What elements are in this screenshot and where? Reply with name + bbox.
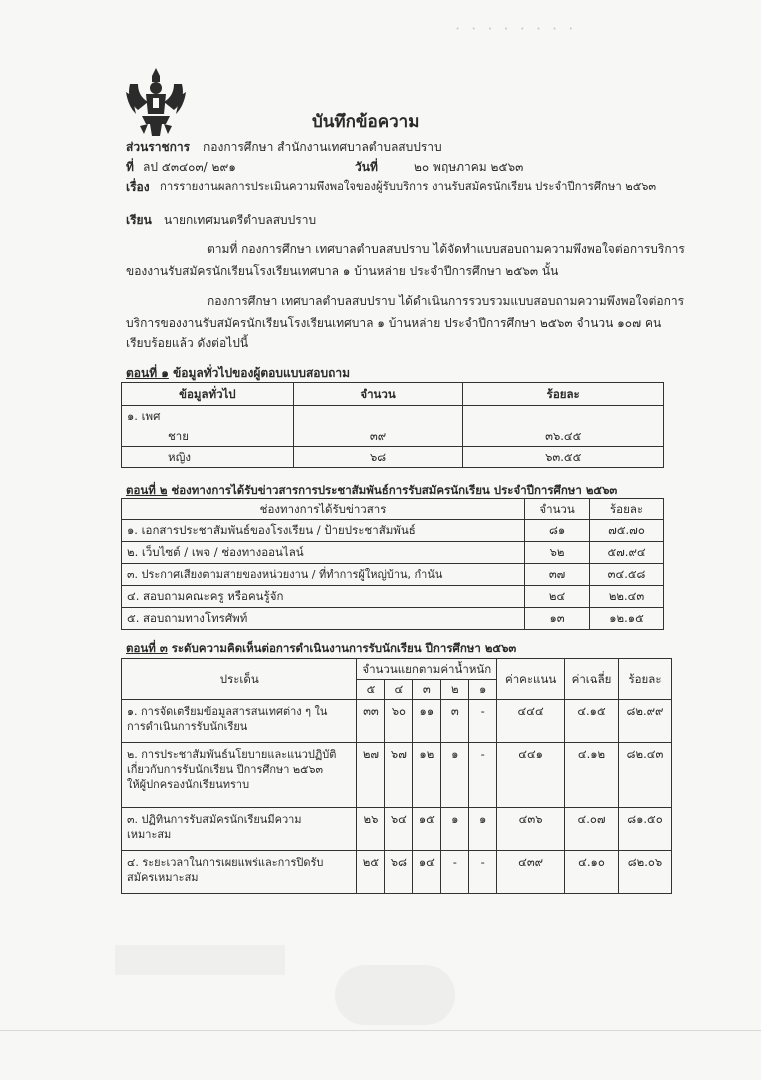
- subject-value: การรายงานผลการประเมินความพึงพอใจของผู้รับบริการ งานรับสมัครนักเรียน ประจำปีการศึกษา ๒๕๖๓: [160, 180, 657, 193]
- weight-cell: ๑: [441, 808, 469, 851]
- mean-cell: ๔.๑๐: [565, 851, 619, 894]
- group-label: ๑. เพศ: [122, 406, 294, 427]
- issue-cell: [122, 808, 357, 851]
- score-cell: ๔๔๑: [497, 743, 565, 808]
- garuda-emblem-icon: [124, 66, 188, 138]
- row-percent: ๑๒.๑๕: [590, 608, 664, 630]
- issue-cell: [122, 743, 357, 808]
- table-row: [122, 808, 672, 851]
- section-3-title: ระดับความคิดเห็นต่อการดำเนินงานการรับนักเรียน ปีการศึกษา ๒๕๖๓: [167, 641, 517, 655]
- issue-line: ๑. การจัดเตรียมข้อมูลสารสนเทศต่าง ๆ ใน: [127, 705, 328, 718]
- row-count: ๓๙: [293, 426, 463, 447]
- table-row: [122, 542, 664, 564]
- weight-cell: ๑: [469, 808, 497, 851]
- issue-line: ๒. การประชาสัมพันธ์นโยบายและแนวปฏิบัติ: [127, 748, 337, 761]
- column-header-weight-4: ๔: [385, 680, 413, 700]
- table-row: [122, 520, 664, 542]
- column-header-issue: ประเด็น: [122, 659, 357, 700]
- percent-cell: ๘๒.๙๙: [618, 700, 671, 743]
- table-row: [122, 406, 664, 427]
- weight-cell: ๓: [441, 700, 469, 743]
- table-row: [122, 586, 664, 608]
- paragraph-1-line-2: ของงานรับสมัครนักเรียนโรงเรียนเทศบาล ๑ บ้านหล่าย ประจำปีการศึกษา ๒๕๖๓ นั้น: [126, 264, 559, 278]
- percent-cell: ๘๒.๐๖: [618, 851, 671, 894]
- table-row: [122, 447, 664, 468]
- row-percent: ๗๕.๗๐: [590, 520, 664, 542]
- row-label: ๒. เว็บไซต์ / เพจ / ช่องทางออนไลน์: [122, 542, 525, 564]
- column-header: ข้อมูลทั่วไป: [122, 383, 294, 406]
- table-row: [122, 564, 664, 586]
- column-header: จำนวน: [525, 499, 590, 520]
- row-label: ๔. สอบถามคณะครู หรือคนรู้จัก: [122, 586, 525, 608]
- row-label: ๕. สอบถามทางโทรศัพท์: [122, 608, 525, 630]
- table-header-row: [122, 383, 664, 406]
- opinion-level-table: [121, 658, 672, 894]
- scan-bleed-through-mark: [335, 965, 455, 1025]
- weight-cell: -: [469, 851, 497, 894]
- reference-label: ที่: [126, 160, 134, 174]
- addressee-value: นายกเทศมนตรีตำบลสบปราบ: [164, 213, 317, 227]
- weight-cell: ๖๔: [385, 808, 413, 851]
- date-value: ๒๐ พฤษภาคม ๒๕๖๓: [414, 160, 524, 174]
- reference-value: ลป ๕๓๔๐๓/ ๒๙๑: [143, 160, 236, 174]
- issue-line: ๓. ปฏิทินการรับสมัครนักเรียนมีความ: [127, 813, 302, 826]
- paragraph-2-line-3: เรียบร้อยแล้ว ดังต่อไปนี้: [126, 336, 249, 350]
- row-percent: ๓๖.๔๕: [463, 426, 664, 447]
- section-3-heading: [126, 641, 516, 655]
- weight-cell: -: [469, 743, 497, 808]
- section-1-heading: [126, 366, 350, 380]
- general-info-table: [121, 382, 664, 468]
- row-label: ๑. เอกสารประชาสัมพันธ์ของโรงเรียน / ป้ายประชาสัมพันธ์: [122, 520, 525, 542]
- weight-cell: -: [441, 851, 469, 894]
- column-header-score: ค่าคะแนน: [497, 659, 565, 700]
- section-1-title: ข้อมูลทั่วไปของผู้ตอบแบบสอบถาม: [168, 366, 351, 380]
- weight-cell: ๑: [441, 743, 469, 808]
- column-header-weight-1: ๑: [469, 680, 497, 700]
- date-label: วันที่: [355, 160, 378, 174]
- section-2-title: ช่องทางการได้รับข่าวสารการประชาสัมพันธ์การรับสมัครนักเรียน ประจำปีการศึกษา ๒๕๖๓: [167, 483, 618, 497]
- mean-cell: ๔.๑๒: [565, 743, 619, 808]
- issue-line: ๔. ระยะเวลาในการเผยแพร่และการปิดรับ: [127, 856, 324, 869]
- table-header-row: [122, 499, 664, 520]
- table-row: [122, 608, 664, 630]
- weight-cell: ๑๔: [413, 851, 441, 894]
- column-header: ร้อยละ: [463, 383, 664, 406]
- paragraph-1-line-1: ตามที่ กองการศึกษา เทศบาลตำบลสบปราบ ได้จัดทำแบบสอบถามความพึงพอใจต่อการบริการ: [207, 242, 685, 256]
- page-title: บันทึกข้อความ: [312, 112, 420, 132]
- row-percent: ๓๔.๕๘: [590, 564, 664, 586]
- row-count: ๖๘: [293, 447, 463, 468]
- mean-cell: ๔.๑๕: [565, 700, 619, 743]
- table-row: [122, 851, 672, 894]
- percent-cell: ๘๒.๔๓: [618, 743, 671, 808]
- issue-line: สมัครเหมาะสม: [127, 871, 199, 884]
- row-label: ชาย: [122, 426, 294, 447]
- issue-line: เหมาะสม: [127, 828, 172, 841]
- weight-cell: ๒๖: [357, 808, 385, 851]
- news-channel-table: [121, 498, 664, 630]
- paragraph-2-line-1: กองการศึกษา เทศบาลตำบลสบปราบ ได้ดำเนินการรวบรวมแบบสอบถามความพึงพอใจต่อการ: [207, 294, 685, 308]
- table-header-row: [122, 659, 672, 680]
- weight-cell: ๒๗: [357, 743, 385, 808]
- column-header-weight-2: ๒: [441, 680, 469, 700]
- row-label: ๓. ประกาศเสียงตามสายของหน่วยงาน / ที่ทำการผู้ใหญ่บ้าน, กำนัน: [122, 564, 525, 586]
- column-header-weight-3: ๓: [413, 680, 441, 700]
- weight-cell: ๑๑: [413, 700, 441, 743]
- score-cell: ๔๓๙: [497, 851, 565, 894]
- table-row: [122, 700, 672, 743]
- office-value: กองการศึกษา สำนักงานเทศบาลตำบลสบปราบ: [203, 140, 442, 154]
- score-cell: ๔๔๔: [497, 700, 565, 743]
- row-label: หญิง: [122, 447, 294, 468]
- empty-cell: [463, 406, 664, 427]
- score-cell: ๔๓๖: [497, 808, 565, 851]
- office-label: ส่วนราชการ: [126, 140, 191, 154]
- bottom-divider: [0, 1030, 761, 1031]
- row-percent: ๖๓.๕๕: [463, 447, 664, 468]
- row-percent: ๒๒.๔๓: [590, 586, 664, 608]
- issue-line: ให้ผู้ปกครองนักเรียนทราบ: [127, 778, 250, 791]
- column-header: จำนวน: [293, 383, 463, 406]
- column-header-weight-5: ๕: [357, 680, 385, 700]
- row-count: ๖๒: [525, 542, 590, 564]
- percent-cell: ๘๑.๕๐: [618, 808, 671, 851]
- weight-cell: ๖๐: [385, 700, 413, 743]
- section-1-prefix: ตอนที่ ๑: [126, 366, 169, 380]
- weight-cell: ๒๕: [357, 851, 385, 894]
- weight-cell: -: [469, 700, 497, 743]
- issue-cell: [122, 851, 357, 894]
- scan-artifact-stamp: · · · · · · · ·: [455, 19, 577, 38]
- column-header-weight-group: จำนวนแยกตามค่าน้ำหนัก: [357, 659, 497, 680]
- weight-cell: ๑๒: [413, 743, 441, 808]
- issue-line: การดำเนินการรับนักเรียน: [127, 720, 248, 733]
- row-count: ๘๑: [525, 520, 590, 542]
- row-count: ๑๓: [525, 608, 590, 630]
- addressee-label: เรียน: [126, 213, 152, 227]
- mean-cell: ๔.๐๗: [565, 808, 619, 851]
- column-header-mean: ค่าเฉลี่ย: [565, 659, 619, 700]
- row-percent: ๕๗.๙๔: [590, 542, 664, 564]
- weight-cell: ๖๘: [385, 851, 413, 894]
- row-count: ๒๔: [525, 586, 590, 608]
- subject-label: เรื่อง: [126, 180, 150, 194]
- paragraph-2-line-2: บริการของงานรับสมัครนักเรียนโรงเรียนเทศบาล ๑ บ้านหล่าย ประจำปีการศึกษา ๒๕๖๓ จำนวน ๑๐๗ คน: [126, 316, 662, 330]
- weight-cell: ๑๕: [413, 808, 441, 851]
- section-3-prefix: ตอนที่ ๓: [126, 641, 168, 655]
- section-2-heading: [126, 483, 617, 497]
- table-row: [122, 426, 664, 447]
- section-2-prefix: ตอนที่ ๒: [126, 483, 168, 497]
- weight-cell: ๖๗: [385, 743, 413, 808]
- table-row: [122, 743, 672, 808]
- scan-bleed-through-mark: [115, 945, 285, 975]
- issue-line: เกี่ยวกับการรับนักเรียน ปีการศึกษา ๒๕๖๓: [127, 763, 324, 776]
- empty-cell: [293, 406, 463, 427]
- column-header: ร้อยละ: [590, 499, 664, 520]
- column-header: ช่องทางการได้รับข่าวสาร: [122, 499, 525, 520]
- column-header-percent: ร้อยละ: [618, 659, 671, 700]
- weight-cell: ๓๓: [357, 700, 385, 743]
- row-count: ๓๗: [525, 564, 590, 586]
- issue-cell: [122, 700, 357, 743]
